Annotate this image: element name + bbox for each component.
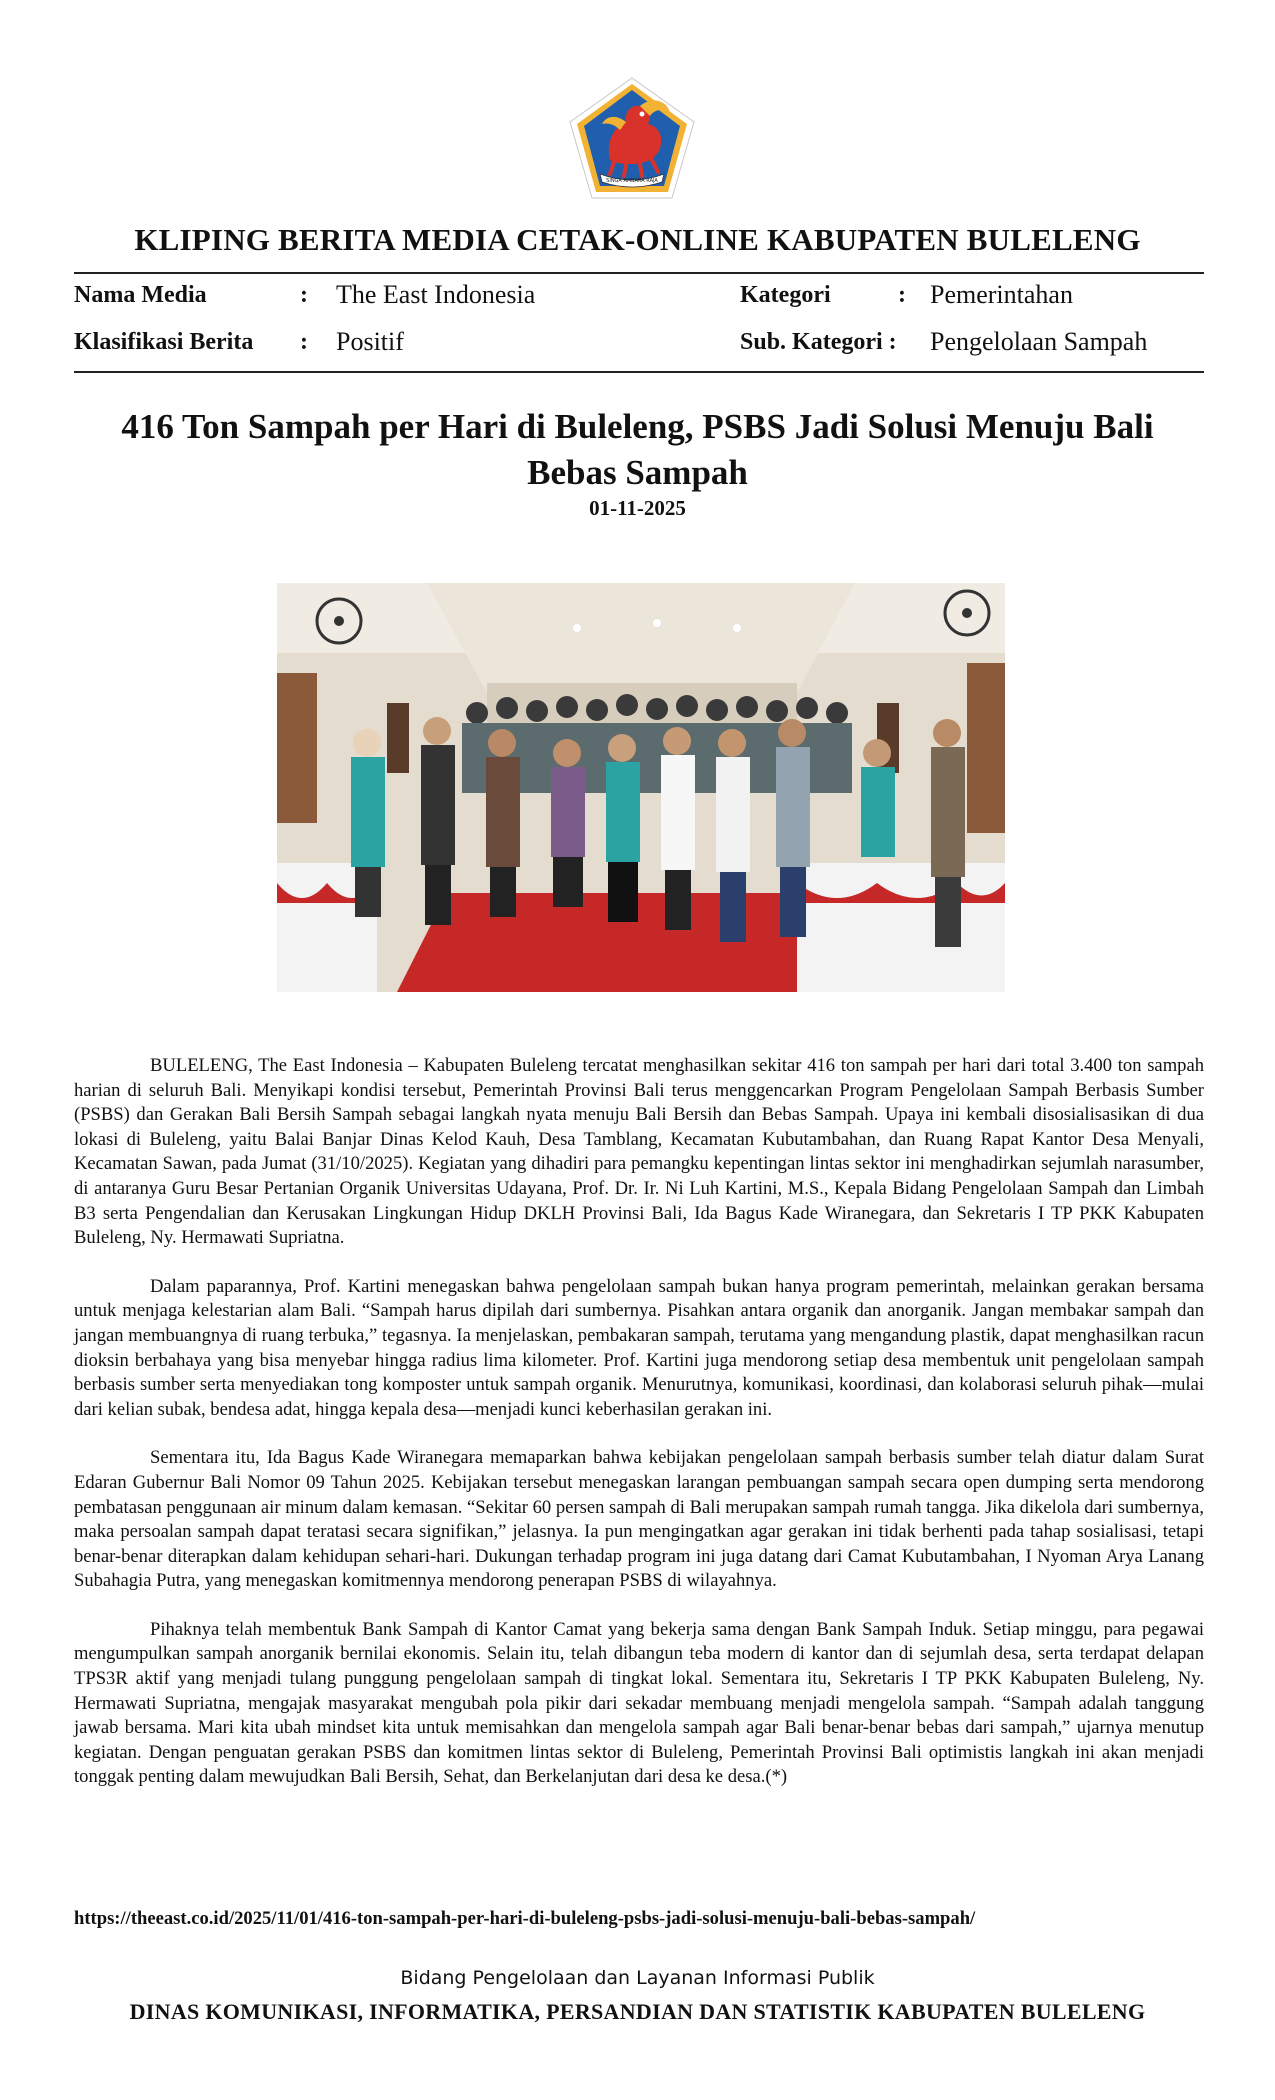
kategori-colon: : — [898, 282, 906, 308]
sub-kategori-value: Pengelolaan Sampah — [930, 327, 1148, 356]
footer-division: Bidang Pengelolaan dan Layanan Informasi Publik — [400, 1967, 875, 1989]
article-paragraph: Pihaknya telah membentuk Bank Sampah di Kantor Camat yang bekerja sama dengan Bank Sampah Induk. Setiap minggu, para pegawai mengumpulkan sampah anorganik bernilai ekonomis. Selain itu, telah dibangun teba modern di kantor dan di sejumlah desa, serta terdapat delapan TPS3R aktif yang menjadi tulang punggung pengelolaan sampah di tingkat lokal. Sementara itu, Sekretaris I TP PKK Kabupaten Buleleng, Ny. Hermawati Supriatna, mengajak masyarakat mengubah pola pikir dari sekadar membuang menjadi mengelola sampah. “Sampah adalah tanggung jawab bersama. Mari kita ubah mindset kita untuk memisahkan dan mengelola sampah agar Bali benar-benar bebas dari sampah,” ujarnya menutup kegiatan. Dengan penguatan gerakan PSBS dan komitmen lintas sektor di Buleleng, Pemerintah Provinsi Bali optimistis langkah ini akan menjadi tonggak penting dalam mewujudkan Bali Bersih, Sehat, dan Berkelanjutan dari desa ke desa.(*) — [74, 1618, 1204, 1788]
article-title: 416 Ton Sampah per Hari di Buleleng, PSBS Jadi Solusi Menuju Bali Bebas Sampah — [121, 407, 1154, 492]
klasifikasi-value: Positif — [336, 327, 404, 356]
article-paragraph: Dalam paparannya, Prof. Kartini menegaskan bahwa pengelolaan sampah bukan hanya program pemerintah, melainkan gerakan bersama untuk menjaga kelestarian alam Bali. “Sampah harus dipilah dari sumbernya. Pisahkan antara organik dan anorganik. Jangan membakar sampah dan jangan membuangnya di ruang terbuka,” tegasnya. Ia menjelaskan, pembakaran sampah, terutama yang mengandung plastik, dapat menghasilkan racun dioksin berbahaya yang bisa menyebar hingga radius lima kilometer. Prof. Kartini juga mendorong setiap desa membentuk unit pengelolaan sampah berbasis sumber serta menyediakan tong komposter untuk sampah organik. Menurutnya, komunikasi, koordinasi, dan kolaborasi seluruh pihak—mulai dari kelian subak, bendesa adat, hingga kepala desa—menjadi kunci keberhasilan gerakan ini. — [74, 1275, 1204, 1420]
article-body — [74, 1054, 1204, 1814]
sub-kategori-label: Sub. Kategori : — [740, 329, 897, 355]
header-divider-top — [74, 272, 1204, 274]
meta-row-klasifikasi — [74, 327, 1204, 367]
footer-agency: DINAS KOMUNIKASI, INFORMATIKA, PERSANDIAN DAN STATISTIK KABUPATEN BULELENG — [129, 1999, 1146, 2024]
nama-media-value: The East Indonesia — [336, 280, 536, 309]
kategori-value: Pemerintahan — [930, 280, 1073, 309]
klasifikasi-colon: : — [300, 329, 308, 355]
source-url-link[interactable]: https://theeast.co.id/2025/11/01/416-ton-sampah-per-hari-di-buleleng-psbs-jadi-solusi-menuju-bali-bebas-sampah/ — [74, 1908, 976, 1929]
regency-logo — [566, 74, 698, 202]
header-divider-bottom — [74, 371, 1204, 373]
kategori-label: Kategori — [740, 282, 831, 308]
logo-motto-text: SINGA AMBARA RAJA — [606, 178, 658, 184]
klasifikasi-label: Klasifikasi Berita — [74, 329, 254, 355]
lion-emblem-icon — [566, 74, 698, 202]
article-paragraph: Sementara itu, Ida Bagus Kade Wiranegara memaparkan bahwa kebijakan pengelolaan sampah berbasis sumber telah diatur dalam Surat Edaran Gubernur Bali Nomor 09 Tahun 2025. Kebijakan tersebut menegaskan larangan pembuangan sampah secara open dumping serta mendorong pembatasan penggunaan air minum dalam kemasan. “Sekitar 60 persen sampah di Bali merupakan sampah rumah tangga. Jika dikelola dari sumbernya, maka persoalan sampah dapat teratasi secara signifikan,” jelasnya. Ia pun mengingatkan agar gerakan ini tidak berhenti pada tahap sosialisasi, tetapi benar-benar diterapkan dalam kehidupan sehari-hari. Dukungan terhadap program ini juga datang dari Camat Kubutambahan, I Nyoman Arya Lanang Subahagia Putra, yang menegaskan komitmennya mendorong penerapan PSBS di wilayahnya. — [74, 1447, 1204, 1592]
meta-row-media — [74, 280, 1204, 320]
nama-media-colon: : — [300, 282, 308, 308]
nama-media-label: Nama Media — [74, 282, 207, 308]
article-photo — [277, 583, 1005, 992]
document-header-title: KLIPING BERITA MEDIA CETAK-ONLINE KABUPATEN BULELENG — [134, 222, 1141, 257]
article-paragraph: BULELENG, The East Indonesia – Kabupaten Buleleng tercatat menghasilkan sekitar 416 ton sampah per hari dari total 3.400 ton sampah harian di seluruh Bali. Menyikapi kondisi tersebut, Pemerintah Provinsi Bali terus menggencarkan Program Pengelolaan Sampah Berbasis Sumber (PSBS) dan Gerakan Bali Bersih Sampah sebagai langkah nyata menuju Bali Bersih dan Bebas Sampah. Upaya ini kembali disosialisasikan di dua lokasi di Buleleng, yaitu Balai Banjar Dinas Kelod Kauh, Desa Tamblang, Kecamatan Kubutambahan, dan Ruang Rapat Kantor Desa Menyali, Kecamatan Sawan, pada Jumat (31/10/2025). Kegiatan yang dihadiri para pemangku kepentingan lintas sektor ini menghadirkan sejumlah narasumber, di antaranya Guru Besar Pertanian Organik Universitas Udayana, Prof. Dr. Ir. Ni Luh Kartini, M.S., Kepala Bidang Pengelolaan Sampah dan Limbah B3 serta Pengendalian dan Kerusakan Lingkungan Hidup DKLH Provinsi Bali, Ida Bagus Kade Wiranegara, dan Sekretaris I TP PKK Kabupaten Buleleng, Ny. Hermawati Supriatna. — [74, 1055, 1204, 1249]
article-date: 01-11-2025 — [589, 496, 686, 520]
